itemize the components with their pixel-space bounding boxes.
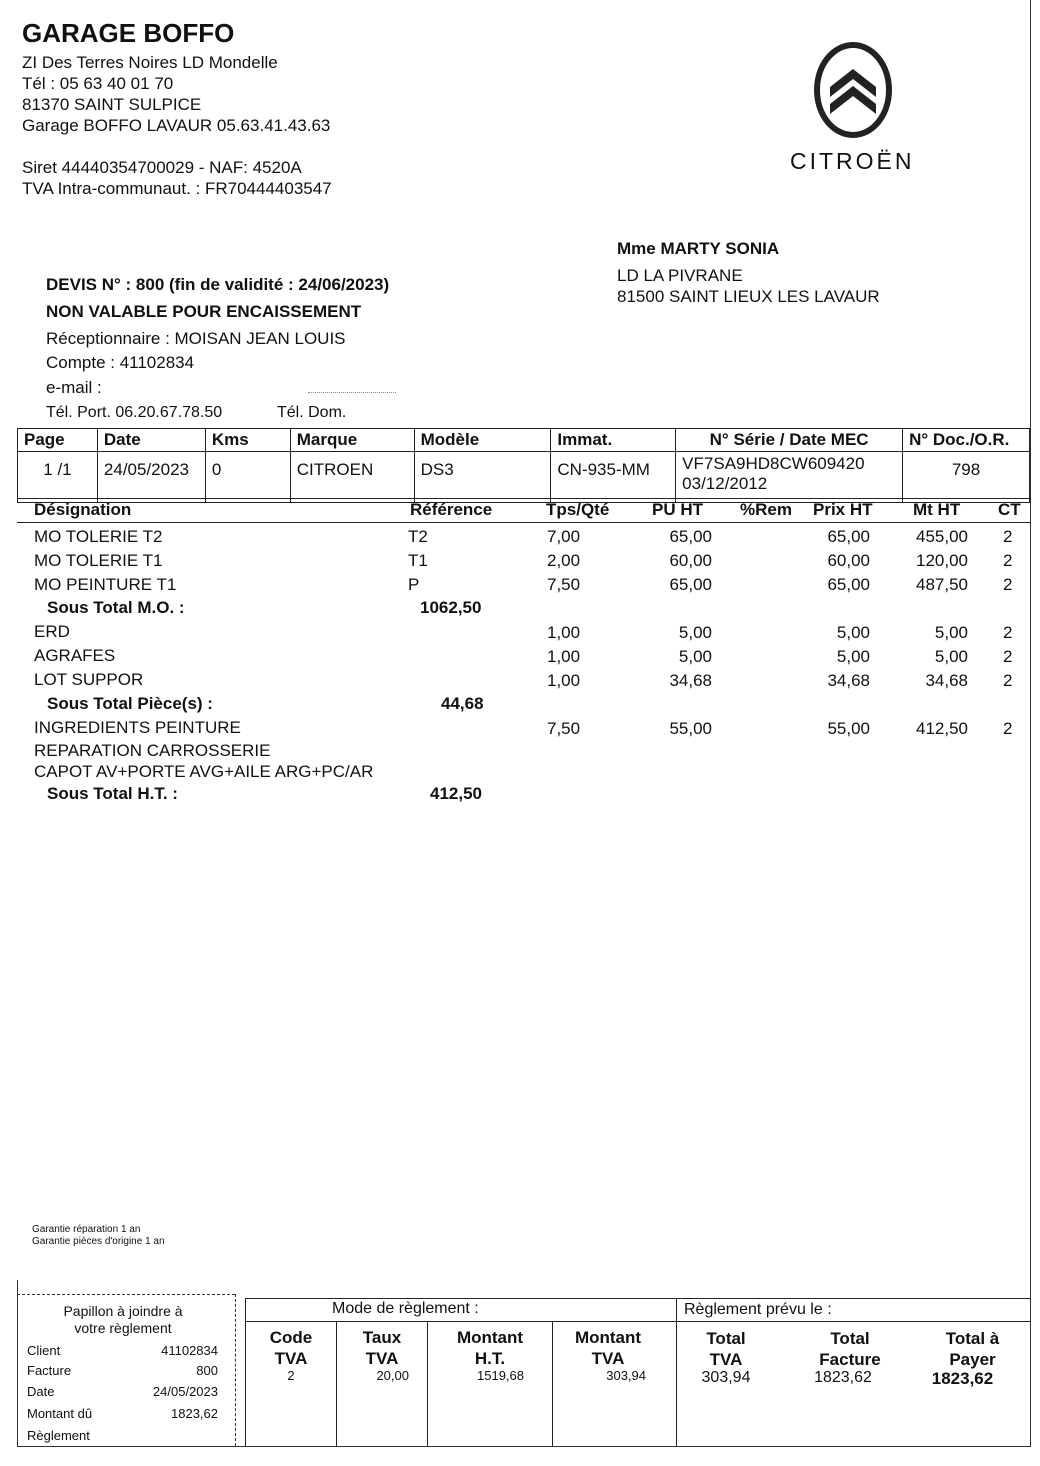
vehicle-marque: CITROEN — [290, 452, 414, 503]
total-facture: 1823,62 — [814, 1369, 872, 1386]
papillon-reglement-label: Règlement — [27, 1428, 90, 1443]
header-line: TVA — [591, 1349, 625, 1368]
line-qty: 7,50 — [547, 719, 581, 738]
brand-name: CITROËN — [790, 148, 915, 174]
line-designation: LOT SUPPOR — [34, 670, 144, 689]
devis-title: DEVIS N° : 800 (fin de validité : 24/06/2023) — [46, 275, 390, 294]
line-mt: 5,00 — [934, 623, 968, 642]
line-ct: 2 — [1003, 551, 1013, 570]
client-address-line2: 81500 SAINT LIEUX LES LAVAUR — [617, 287, 880, 306]
papillon-date: 24/05/2023 — [152, 1384, 218, 1399]
line-ct: 2 — [1003, 527, 1013, 546]
total-payer-header — [915, 1328, 1030, 1370]
vehicle-header-marque: Marque — [290, 429, 414, 452]
montant-tva: 303,94 — [606, 1368, 646, 1383]
garage-siret: Siret 44440354700029 - NAF: 4520A — [22, 158, 302, 177]
header-mt: Mt HT — [913, 500, 961, 519]
vehicle-header-page: Page — [18, 429, 98, 452]
papillon-client: 41102834 — [161, 1343, 218, 1358]
line-pu: 60,00 — [669, 551, 712, 570]
header-line: Montant — [456, 1328, 524, 1347]
address-line: Garage BOFFO LAVAUR 05.63.41.43.63 — [22, 116, 331, 135]
montant-ht: 1519,68 — [477, 1368, 524, 1383]
line-ct: 2 — [1003, 671, 1013, 690]
subtotal-ht-label: Sous Total H.T. : — [47, 784, 178, 803]
total-tva: 303,94 — [701, 1369, 751, 1386]
total-facture-header — [790, 1328, 910, 1370]
line-designation: INGREDIENTS PEINTURE — [34, 718, 241, 737]
line-mt: 487,50 — [916, 575, 968, 594]
vehicle-header-immat: Immat. — [551, 429, 676, 452]
header-line: H.T. — [474, 1349, 506, 1368]
line-prix: 34,68 — [827, 671, 870, 690]
receptionnaire: Réceptionnaire : MOISAN JEAN LOUIS — [46, 329, 346, 348]
line-mt: 120,00 — [916, 551, 968, 570]
email-label: e-mail : — [46, 378, 102, 397]
line-qty: 7,50 — [547, 575, 581, 594]
line-designation: MO TOLERIE T1 — [34, 551, 163, 570]
vehicle-table — [17, 428, 1030, 503]
divider — [17, 522, 1030, 523]
tel-dom: Tél. Dom. — [277, 404, 347, 421]
line-designation: ERD — [34, 622, 70, 641]
header-pu: PU HT — [652, 500, 703, 519]
header-designation: Désignation — [34, 500, 132, 519]
address-line: Tél : 05 63 40 01 70 — [22, 74, 174, 93]
line-mt: 455,00 — [916, 527, 968, 546]
vehicle-immat: CN-935-MM — [551, 452, 676, 503]
header-line: Total — [830, 1329, 870, 1348]
taux-tva-header — [337, 1327, 427, 1369]
payment-box-border — [245, 1298, 1030, 1299]
header-prix: Prix HT — [813, 500, 873, 519]
subtotal-mo-label: Sous Total M.O. : — [47, 598, 185, 617]
line-pu: 65,00 — [669, 575, 712, 594]
line-pu: 5,00 — [678, 623, 712, 642]
guarantee-line: Garantie pièces d'origine 1 an — [32, 1236, 165, 1247]
header-qty: Tps/Qté — [546, 500, 610, 519]
vehicle-serie-cell — [676, 452, 903, 503]
address-line: ZI Des Terres Noires LD Mondelle — [22, 53, 278, 72]
papillon-border — [235, 1294, 236, 1446]
line-qty: 1,00 — [547, 623, 581, 642]
compte: Compte : 41102834 — [46, 353, 195, 372]
line-pu: 34,68 — [669, 671, 712, 690]
line-designation: AGRAFES — [34, 646, 116, 665]
line-prix: 65,00 — [827, 527, 870, 546]
vehicle-date-mec: 03/12/2012 — [682, 474, 768, 493]
garage-tva: TVA Intra-communaut. : FR70444403547 — [22, 179, 332, 198]
guarantee-line: Garantie réparation 1 an — [32, 1224, 141, 1235]
header-line: TVA — [365, 1349, 399, 1368]
line-pu: 5,00 — [678, 647, 712, 666]
vehicle-kms: 0 — [205, 452, 290, 503]
code-tva: 2 — [287, 1368, 295, 1383]
taux-tva: 20,00 — [376, 1368, 409, 1383]
line-mt: 412,50 — [916, 719, 968, 738]
reglement-prevu-label: Règlement prévu le : — [684, 1301, 832, 1318]
total-payer: 1823,62 — [931, 1369, 994, 1388]
header-line: Facture — [819, 1350, 881, 1369]
subtotal-ht: 412,50 — [430, 784, 482, 803]
divider — [17, 498, 1030, 499]
vehicle-serie: VF7SA9HD8CW609420 — [682, 454, 865, 473]
line-qty: 7,00 — [547, 527, 581, 546]
code-tva-header — [246, 1327, 336, 1369]
line-designation: MO PEINTURE T1 — [34, 575, 177, 594]
garage-name: GARAGE BOFFO — [22, 18, 235, 48]
line-prix: 65,00 — [827, 575, 870, 594]
papillon-title: Papillon à joindre à — [63, 1303, 183, 1319]
line-ct: 2 — [1003, 623, 1013, 642]
redacted-email — [308, 392, 396, 395]
tel-port: Tél. Port. 06.20.67.78.50 — [46, 404, 223, 421]
vehicle-modele: DS3 — [414, 452, 551, 503]
line-prix: 60,00 — [827, 551, 870, 570]
subtotal-pieces: 44,68 — [441, 694, 484, 713]
line-ct: 2 — [1003, 647, 1013, 666]
vehicle-header-serie: N° Série / Date MEC — [676, 429, 903, 452]
address-line: 81370 SAINT SULPICE — [22, 95, 202, 114]
vehicle-doc: 798 — [903, 452, 1030, 503]
devis-notice: NON VALABLE POUR ENCAISSEMENT — [46, 302, 362, 321]
client-name: Mme MARTY SONIA — [617, 239, 780, 258]
line-prix: 5,00 — [836, 623, 870, 642]
line-qty: 1,00 — [547, 647, 581, 666]
header-line: Code — [269, 1328, 313, 1347]
payment-box-border — [245, 1321, 1030, 1322]
line-prix: 5,00 — [836, 647, 870, 666]
line-mt: 5,00 — [934, 647, 968, 666]
papillon-montant: 1823,62 — [171, 1406, 218, 1421]
papillon-date-label: Date — [27, 1384, 55, 1399]
subtotal-pieces-label: Sous Total Pièce(s) : — [47, 694, 213, 713]
vehicle-header-kms: Kms — [205, 429, 290, 452]
vehicle-header-date: Date — [97, 429, 205, 452]
header-line: Total — [706, 1329, 746, 1348]
total-tva-header — [677, 1328, 775, 1370]
vehicle-date: 24/05/2023 — [97, 452, 205, 503]
vehicle-page: 1 /1 — [18, 452, 98, 503]
page-border — [1030, 0, 1031, 1446]
header-line: Payer — [949, 1350, 996, 1369]
line-prix: 55,00 — [827, 719, 870, 738]
line-pu: 65,00 — [669, 527, 712, 546]
vehicle-header-modele: Modèle — [414, 429, 551, 452]
page-border — [17, 1446, 1031, 1447]
header-line: Total à — [945, 1329, 1000, 1348]
header-line: TVA — [709, 1350, 743, 1369]
papillon-title: votre règlement — [74, 1320, 172, 1336]
header-line: TVA — [274, 1349, 308, 1368]
vehicle-header-doc: N° Doc./O.R. — [903, 429, 1030, 452]
header-ct: CT — [998, 500, 1021, 519]
header-line: Montant — [574, 1328, 642, 1347]
garage-address — [22, 52, 330, 136]
papillon-client-label: Client — [27, 1343, 61, 1358]
header-rem: %Rem — [740, 500, 792, 519]
repair-note: CAPOT AV+PORTE AVG+AILE ARG+PC/AR — [34, 762, 374, 781]
line-reference: T1 — [408, 551, 428, 570]
line-mt: 34,68 — [925, 671, 968, 690]
line-qty: 1,00 — [547, 671, 581, 690]
papillon-border — [17, 1294, 235, 1295]
line-reference: T2 — [408, 527, 428, 546]
line-ct: 2 — [1003, 575, 1013, 594]
papillon-facture-label: Facture — [27, 1363, 72, 1378]
montant-tva-header — [553, 1327, 663, 1369]
line-ct: 2 — [1003, 719, 1013, 738]
mode-reglement-label: Mode de règlement : — [332, 1300, 479, 1317]
header-reference: Référence — [410, 500, 493, 519]
citroen-double-chevron-icon — [812, 42, 894, 143]
papillon-facture: 800 — [196, 1363, 218, 1378]
header-line: Taux — [362, 1328, 402, 1347]
subtotal-mo: 1062,50 — [420, 598, 482, 617]
line-qty: 2,00 — [547, 551, 581, 570]
line-reference: P — [408, 575, 420, 594]
client-address-line1: LD LA PIVRANE — [617, 266, 743, 285]
repair-note: REPARATION CARROSSERIE — [34, 741, 271, 760]
line-designation: MO TOLERIE T2 — [34, 527, 163, 546]
montant-ht-header — [428, 1327, 552, 1369]
line-pu: 55,00 — [669, 719, 712, 738]
papillon-montant-label: Montant dû — [27, 1406, 93, 1421]
